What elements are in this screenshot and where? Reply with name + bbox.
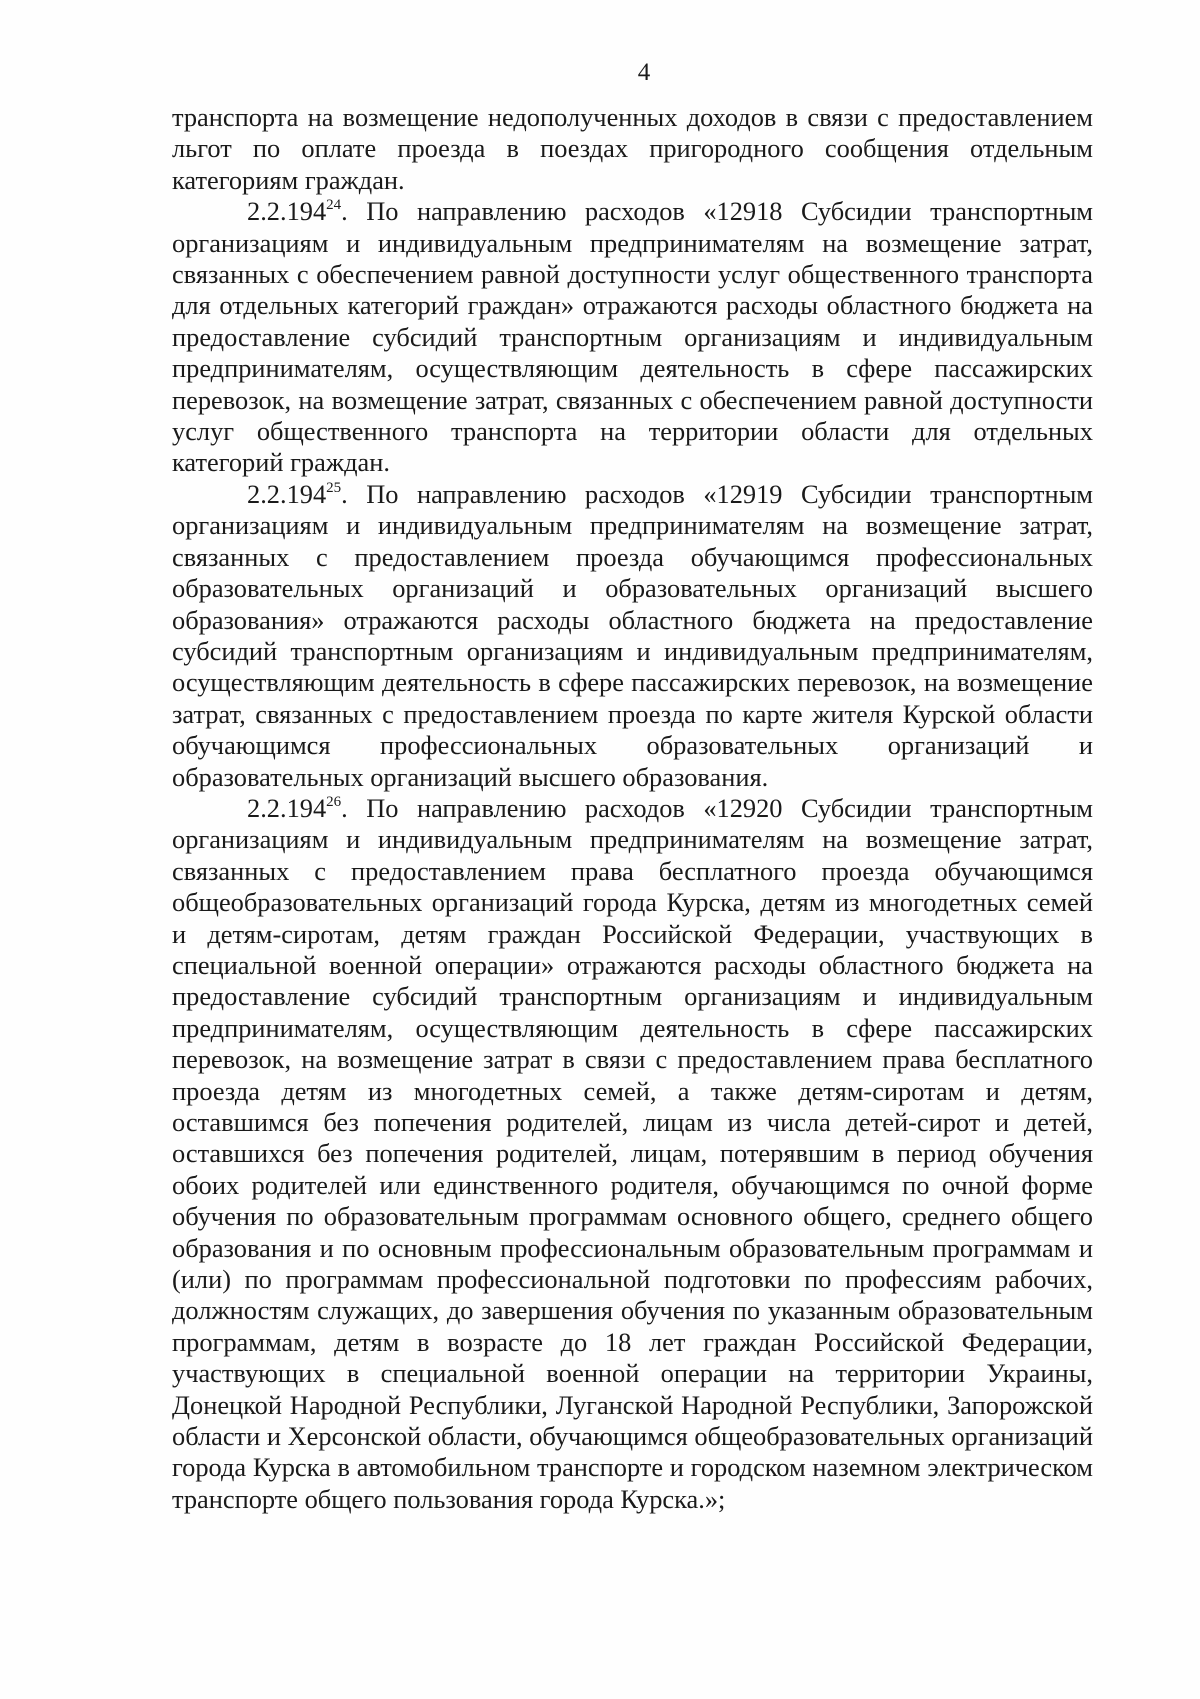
paragraph-text: транспорта на возмещение недополученных доходов в связи с предоставлением льгот по оплате проезда в поездах пригородного сообщения отдельным категориям граждан. xyxy=(172,102,1093,195)
clause-number-superscript: 25 xyxy=(326,479,342,496)
paragraph-text: . По направлению расходов «12920 Субсидии транспортным организациям и индивидуальным предпринимателям на возмещение затрат, связанных с предоставлением права бесплатного проезда обучающимся общеобразовательных организаций города Курска, детям из многодетных семей и детям-сиротам, детям граждан Российской Федерации, участвующих в специальной военной операции» отражаются расходы областного бюджета на предоставление субсидий транспортным организациям и индивидуальным предпринимателям, осуществляющим деятельность в сфере пассажирских перевозок, на возмещение затрат в связи с предоставлением права бесплатного проезда детям из многодетных семей, а также детям-сиротам и детям, оставшимся без попечения родителей, лицам из числа детей-сирот и детей, оставшихся без попечения родителей, лицам, потерявшим в период обучения обоих родителей или единственного родителя, обучающимся по очной форме обучения по образовательным программам основного общего, среднего общего образования и по основным профессиональным образовательным программам и (или) по программам профессиональной подготовки по профессиям рабочих, должностям служащих, до завершения обучения по указанным образовательным программам, детям в возрасте до 18 лет граждан Российской Федерации, участвующих в специальной военной операции на территории Украины, Донецкой Народной Республики, Луганской Народной Республики, Запорожской области и Херсонской области, обучающимся общеобразовательных организаций города Курска в автомобильном транспорте и городском наземном электрическом транспорте общего пользования города Курска.»; xyxy=(172,792,1093,1514)
clause-number-superscript: 24 xyxy=(326,197,342,214)
paragraph-2-2-194-25 xyxy=(172,479,1093,793)
clause-number xyxy=(247,793,341,823)
paragraph-2-2-194-26 xyxy=(172,793,1093,1515)
page-number: 4 xyxy=(637,59,651,86)
paragraph-text: . По направлению расходов «12918 Субсидии транспортным организациям и индивидуальным предпринимателям на возмещение затрат, связанных с обеспечением равной доступности услуг общественного транспорта для отдельных категорий граждан» отражаются расходы областного бюджета на предоставление субсидий транспортным организациям и индивидуальным предпринимателям, осуществляющим деятельность в сфере пассажирских перевозок, на возмещение затрат, связанных с обеспечением равной доступности услуг общественного транспорта на территории области для отдельных категорий граждан. xyxy=(172,196,1093,478)
document-body xyxy=(172,102,1093,1515)
clause-number-superscript: 26 xyxy=(326,793,342,810)
clause-number xyxy=(247,196,341,226)
paragraph-continuation xyxy=(172,102,1093,196)
clause-number-base: 2.2.194 xyxy=(247,792,327,823)
clause-number xyxy=(247,479,341,509)
paragraph-2-2-194-24 xyxy=(172,196,1093,479)
clause-number-base: 2.2.194 xyxy=(247,196,327,227)
clause-number-base: 2.2.194 xyxy=(247,478,327,509)
paragraph-text: . По направлению расходов «12919 Субсидии транспортным организациям и индивидуальным предпринимателям на возмещение затрат, связанных с предоставлением проезда обучающимся профессиональных образовательных организаций и образовательных организаций высшего образования» отражаются расходы областного бюджета на предоставление субсидий транспортным организациям и индивидуальным предпринимателям, осуществляющим деятельность в сфере пассажирских перевозок, на возмещение затрат, связанных с предоставлением проезда по карте жителя Курской области обучающимся профессиональных образовательных организаций и образовательных организаций высшего образования. xyxy=(172,478,1093,792)
